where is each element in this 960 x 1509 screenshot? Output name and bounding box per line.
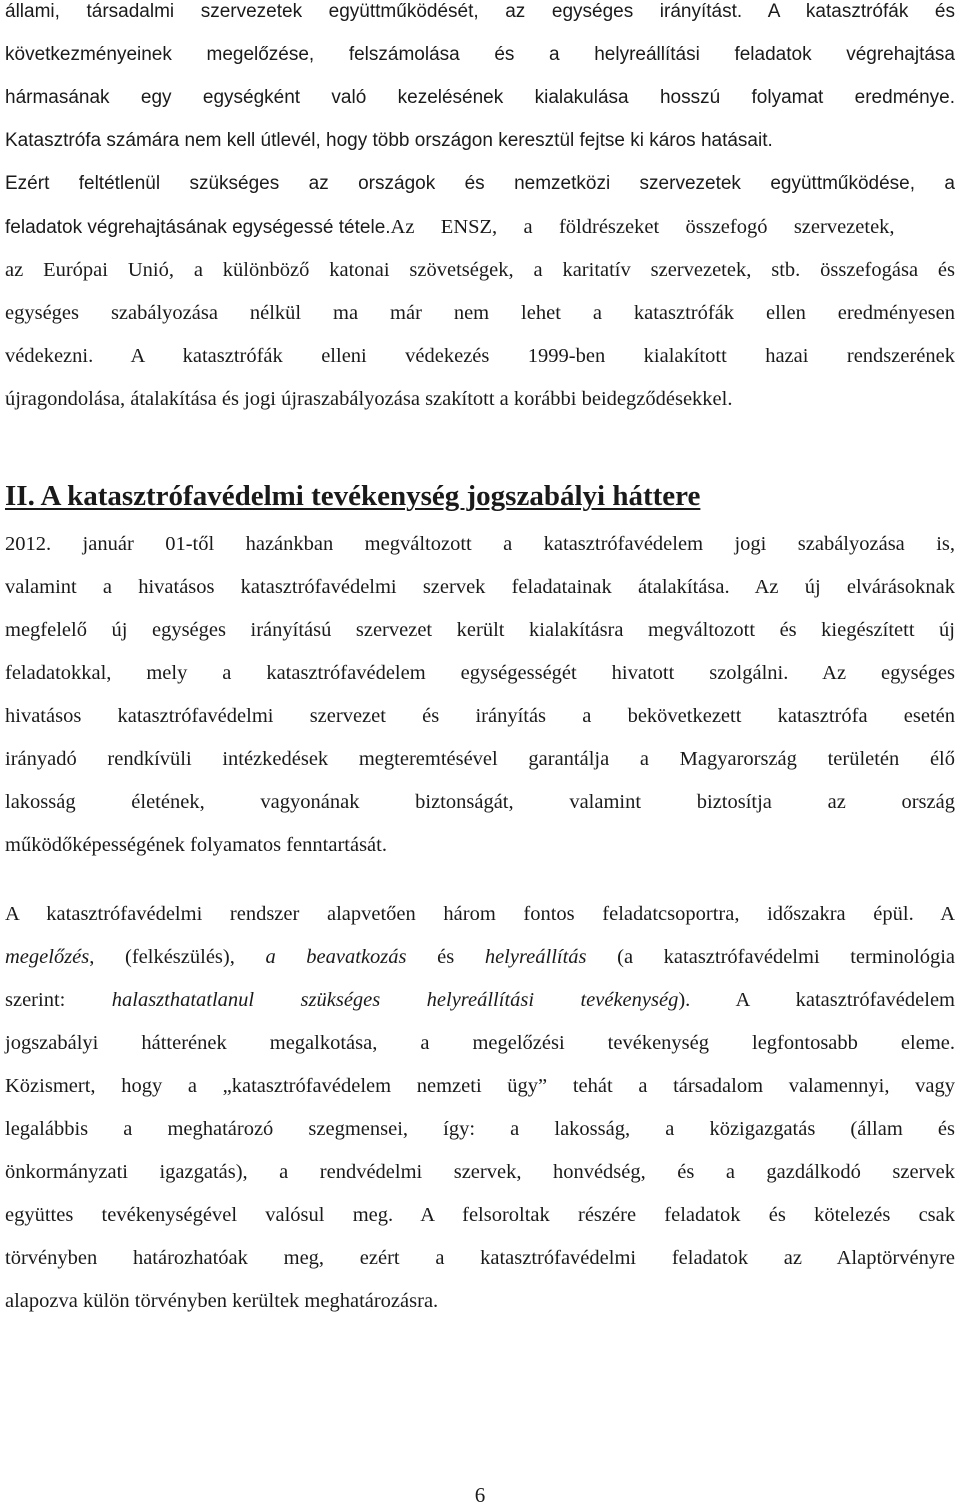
paragraph-line: megfelelő új egységes irányítású szervezet került kialakításra megváltozott és kiegészített új: [5, 619, 955, 641]
paragraph-line: valamint a hivatásos katasztrófavédelmi szervek feladatainak átalakítása. Az új elvárásoknak: [5, 576, 955, 598]
paragraph-line: működőképességének folyamatos fenntartását.: [5, 834, 387, 856]
paragraph-line: következményeinek megelőzése, felszámolása és a helyreállítási feladatok végrehajtása: [5, 44, 955, 65]
italic-term: helyreállítás: [484, 946, 587, 968]
paragraph-line: együttes tevékenységével valósul meg. A felsoroltak részére feladatok és kötelezés csak: [5, 1204, 955, 1226]
line-segment: Az ENSZ, a földrészeket összefogó szervezetek,: [390, 216, 895, 238]
paragraph-line: feladatokkal, mely a katasztrófavédelem egységességét hivatott szolgálni. Az egységes: [5, 662, 955, 684]
paragraph-line: A katasztrófavédelmi rendszer alapvetően három fontos feladatcsoportra, időszakra épül. A: [5, 903, 955, 925]
line-segment: és: [406, 946, 485, 968]
paragraph-line: az Európai Unió, a különböző katonai szövetségek, a karitatív szervezetek, stb. összefogása és: [5, 259, 955, 281]
line-segment: ). A katasztrófavédelem: [678, 989, 955, 1011]
document-page: [5, 0, 955, 1509]
italic-term: a beavatkozás: [265, 946, 407, 968]
paragraph-line: [5, 941, 955, 973]
line-segment: szerint:: [5, 989, 112, 1011]
line-segment: feladatok végrehajtásának egységessé tétele.: [5, 217, 391, 238]
paragraph-line: védekezni. A katasztrófák elleni védekezés 1999-ben kialakított hazai rendszerének: [5, 345, 955, 367]
italic-term: megelőzés: [5, 946, 90, 968]
paragraph-line: állami, társadalmi szervezetek együttműködését, az egységes irányítást. A katasztrófák és: [5, 1, 955, 22]
paragraph-line: hármasának egy egységként való kezelésének kialakulása hosszú folyamat eredménye.: [5, 87, 955, 108]
section-heading: II. A katasztrófavédelmi tevékenység jogszabályi háttere: [5, 480, 701, 512]
paragraph-line: törvényben határozhatóak meg, ezért a katasztrófavédelmi feladatok az Alaptörvényre: [5, 1247, 955, 1269]
paragraph-line: jogszabályi hátterének megalkotása, a megelőzési tevékenység legfontosabb eleme.: [5, 1032, 955, 1054]
italic-term: halaszthatatlanul szükséges helyreállítási tevékenység: [111, 989, 679, 1011]
paragraph-line: Ezért feltétlenül szükséges az országok és nemzetközi szervezetek együttműködése, a: [5, 173, 955, 194]
paragraph-line: 2012. január 01-től hazánkban megváltozott a katasztrófavédelem jogi szabályozása is,: [5, 533, 955, 555]
paragraph-line: újragondolása, átalakítása és jogi újraszabályozása szakított a korábbi beidegződésekkel.: [5, 388, 733, 410]
paragraph-line: [5, 211, 955, 243]
paragraph-line: irányadó rendkívüli intézkedések megteremtésével garantálja a Magyarország területén élő: [5, 748, 955, 770]
page-number: 6: [474, 1483, 486, 1507]
paragraph-line: önkormányzati igazgatás), a rendvédelmi szervek, honvédség, és a gazdálkodó szervek: [5, 1161, 955, 1183]
paragraph-line: egységes szabályozása nélkül ma már nem lehet a katasztrófák ellen eredményesen: [5, 302, 955, 324]
line-segment: , (felkészülés),: [89, 946, 266, 968]
paragraph-line: Katasztrófa számára nem kell útlevél, hogy több országon keresztül fejtse ki káros hatásait.: [5, 130, 773, 151]
paragraph-line: Közismert, hogy a „katasztrófavédelem nemzeti ügy” tehát a társadalom valamennyi, vagy: [5, 1075, 955, 1097]
paragraph-line: alapozva külön törvényben kerültek meghatározásra.: [5, 1290, 439, 1312]
paragraph-line: lakosság életének, vagyonának biztonságát, valamint biztosítja az ország: [5, 791, 955, 813]
paragraph-line: hivatásos katasztrófavédelmi szervezet és irányítás a bekövetkezett katasztrófa esetén: [5, 705, 955, 727]
paragraph-line: [5, 984, 955, 1016]
paragraph-line: legalábbis a meghatározó szegmensei, így: a lakosság, a közigazgatás (állam és: [5, 1118, 955, 1140]
line-segment: (a katasztrófavédelmi terminológia: [586, 946, 955, 968]
